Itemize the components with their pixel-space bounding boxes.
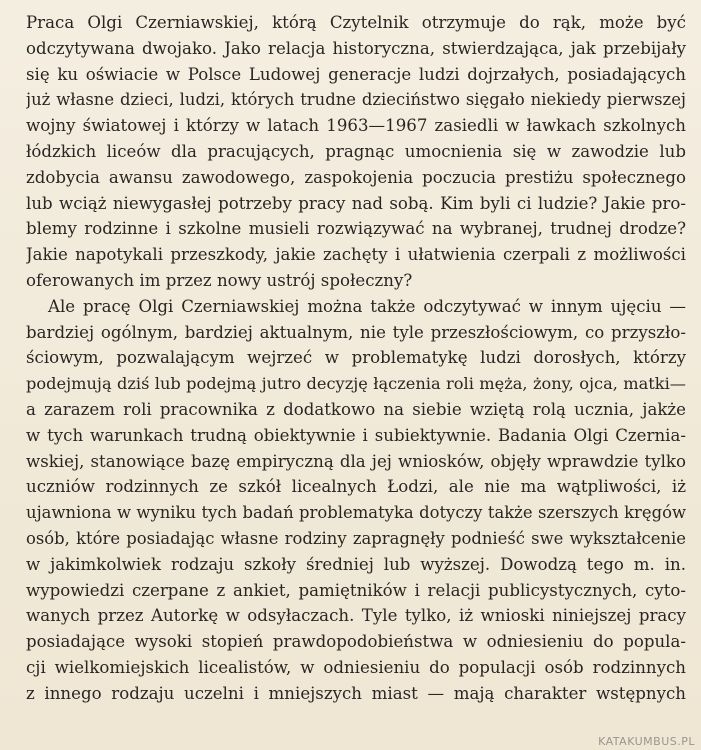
text-line-indented: Ale pracę Olgi Czerniawskiej można także odczytywać w innym ujęciu — (48, 296, 686, 316)
text-line: Jakie napotykali przeszkody, jakie zachęty i ułatwienia czerpali z możliwości (26, 245, 686, 265)
text-line: w jakimkolwiek rodzaju szkoły średniej lub wyższej. Dowodzą tego m. in. (26, 554, 686, 574)
body-text (26, 10, 686, 707)
text-line: oferowanych im przez nowy ustrój społeczny? (26, 270, 413, 290)
text-line: w tych warunkach trudną obiektywnie i subiektywnie. Badania Olgi Czernia- (26, 425, 686, 445)
text-line: z innego rodzaju uczelni i mniejszych miast — mają charakter wstępnych (26, 683, 686, 703)
text-line: się ku oświacie w Polsce Ludowej generacje ludzi dojrzałych, posiadających (26, 64, 686, 84)
text-line: wypowiedzi czerpane z ankiet, pamiętników i relacji publicystycznych, cyto- (26, 580, 686, 600)
text-line: cji wielkomiejskich licealistów, w odniesieniu do populacji osób rodzinnych (26, 657, 686, 677)
text-line: podejmują dziś lub podejmą jutro decyzję łączenia roli męża, żony, ojca, matki— (26, 374, 686, 394)
text-line: blemy rodzinne i szkolne musieli rozwiązywać na wybranej, trudnej drodze? (26, 219, 686, 239)
text-line: a zarazem roli pracownika z dodatkowo na siebie wziętą rolą ucznia, jakże (26, 399, 686, 419)
text-line: posiadające wysoki stopień prawdopodobieństwa w odniesieniu do popula- (26, 632, 686, 652)
text-line: lub wciąż niewygasłej potrzeby pracy nad sobą. Kim byli ci ludzie? Jakie pro- (26, 193, 686, 213)
text-line: wojny światowej i którzy w latach 1963—1967 zasiedli w ławkach szkolnych (26, 116, 686, 136)
text-line: już własne dzieci, ludzi, których trudne dzieciństwo sięgało niekiedy pierwszej (26, 90, 686, 110)
text-line: bardziej ogólnym, bardziej aktualnym, nie tyle przeszłościowym, co przyszło- (26, 322, 686, 342)
text-line: odczytywana dwojako. Jako relacja historyczna, stwierdzająca, jak przebijały (26, 38, 686, 58)
text-line: zdobycia awansu zawodowego, zaspokojenia poczucia prestiżu społecznego (26, 167, 686, 187)
text-line: wanych przez Autorkę w odsyłaczach. Tyle tylko, iż wnioski niniejszej pracy (26, 606, 686, 626)
text-line: łódzkich liceów dla pracujących, pragnąc umocnienia się w zawodzie lub (26, 141, 686, 161)
text-line: Praca Olgi Czerniawskiej, którą Czytelnik otrzymuje do rąk, może być (26, 13, 686, 32)
text-line: osób, które posiadając własne rodziny zapragnęły podnieść swe wykształcenie (26, 528, 686, 548)
text-line: ściowym, pozwalającym wejrzeć w problematykę ludzi dorosłych, którzy (26, 348, 686, 368)
watermark: KATAKUMBUS.PL (598, 735, 695, 748)
text-line: ujawniona w wyniku tych badań problematyka dotyczy także szerszych kręgów (26, 503, 686, 523)
text-line: uczniów rodzinnych ze szkół licealnych Łodzi, ale nie ma wątpliwości, iż (26, 477, 686, 497)
text-line: wskiej, stanowiące bazę empiryczną dla jej wniosków, objęły wprawdzie tylko (26, 451, 686, 471)
